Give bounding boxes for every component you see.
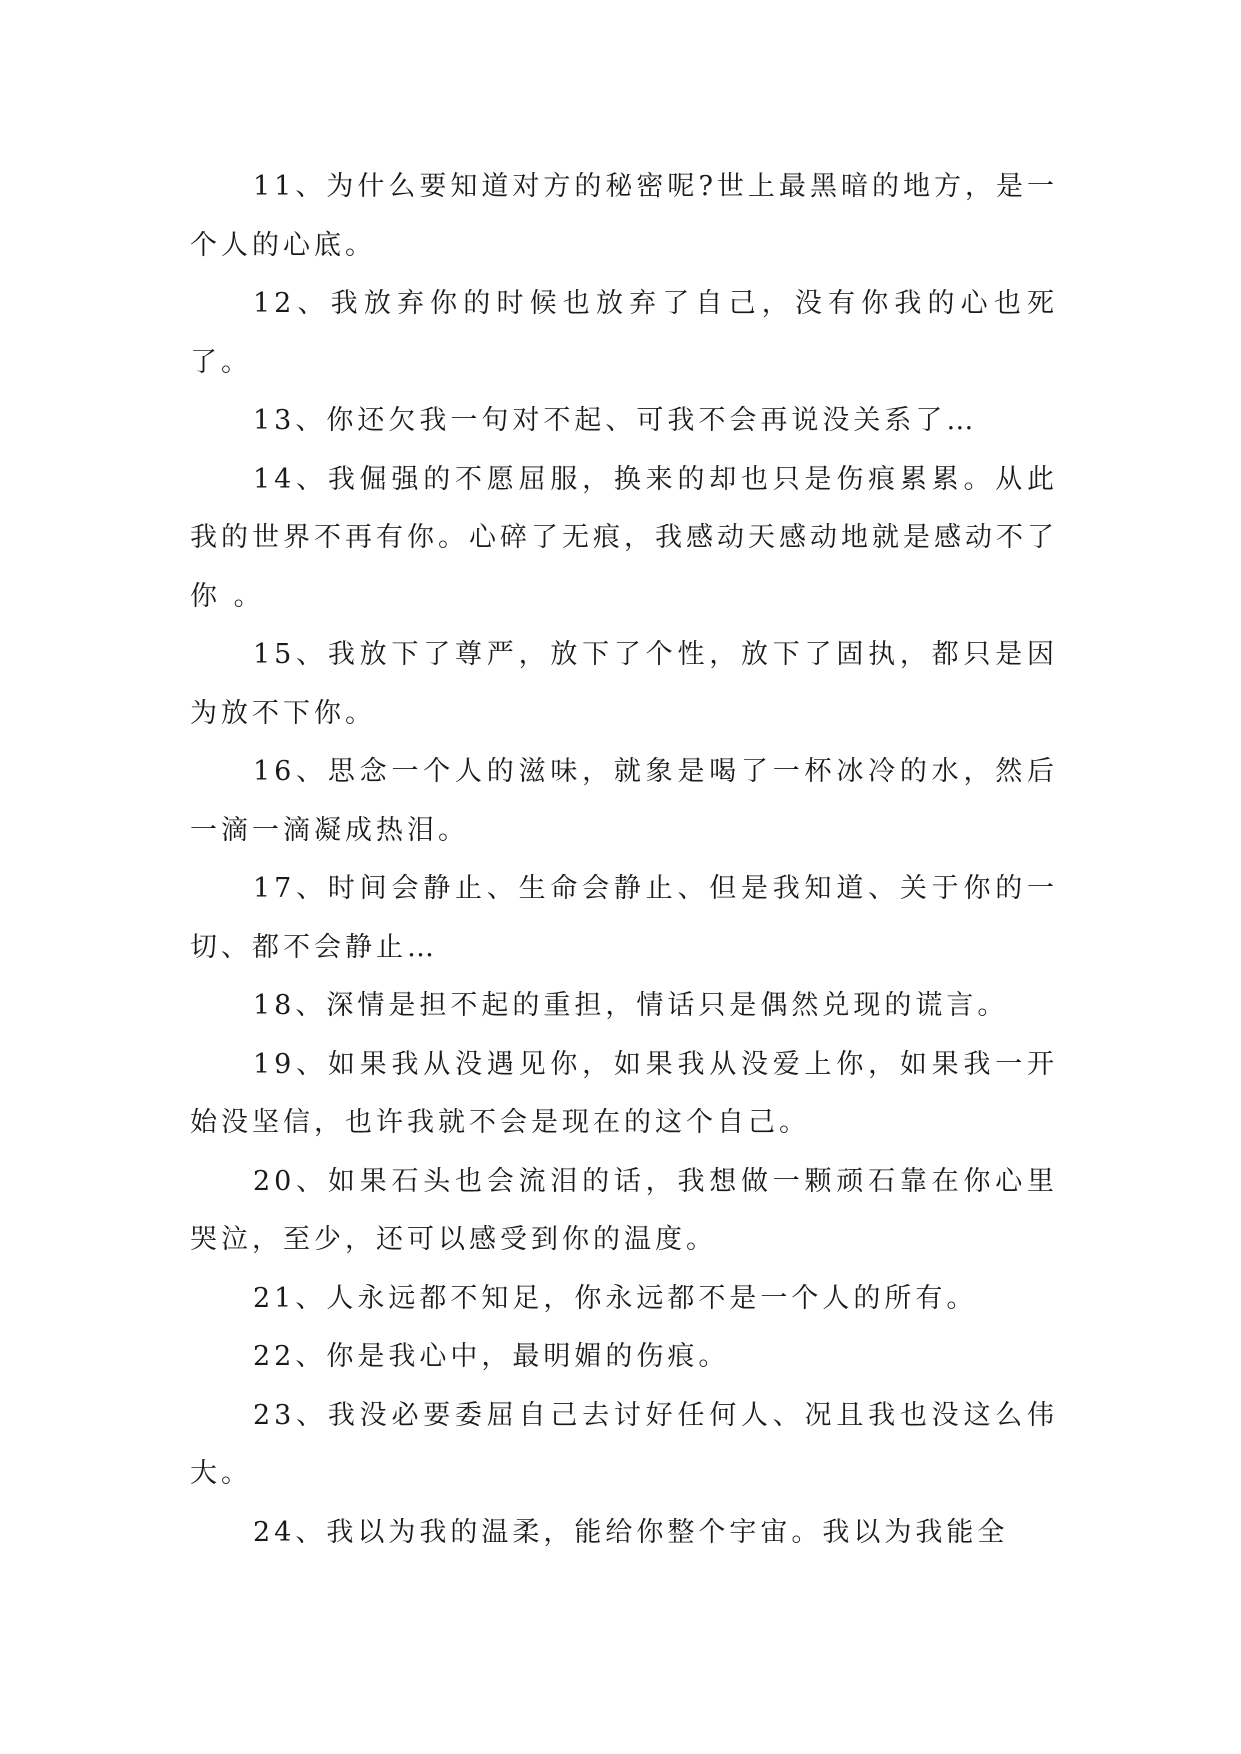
paragraph-11: 11、为什么要知道对方的秘密呢?世上最黑暗的地方，是一个人的心底。	[190, 171, 1058, 261]
document-body	[190, 158, 1058, 1562]
paragraph-20: 20、如果石头也会流泪的话，我想做一颗顽石靠在你心里哭泣，至少，还可以感受到你的温度。	[190, 1165, 1058, 1255]
paragraph-23: 23、我没必要委屈自己去讨好任何人、况且我也没这么伟大。	[190, 1399, 1058, 1489]
paragraph-14: 14、我倔强的不愿屈服，换来的却也只是伤痕累累。从此我的世界不再有你。心碎了无痕，我感动天感动地就是感动不了你 。	[190, 463, 1058, 612]
paragraph-13: 13、你还欠我一句对不起、可我不会再说没关系了…	[253, 405, 978, 436]
paragraph-21: 21、人永远都不知足，你永远都不是一个人的所有。	[253, 1282, 978, 1314]
paragraph-12: 12、我放弃你的时候也放弃了自己，没有你我的心也死了。	[190, 288, 1058, 378]
paragraph-15: 15、我放下了尊严，放下了个性，放下了固执，都只是因为放不下你。	[190, 639, 1058, 729]
paragraph-22: 22、你是我心中，最明媚的伤痕。	[253, 1341, 730, 1372]
paragraph-24: 24、我以为我的温柔，能给你整个宇宙。我以为我能全	[253, 1516, 1009, 1548]
paragraph-19: 19、如果我从没遇见你，如果我从没爱上你，如果我一开始没坚信，也许我就不会是现在的这个自己。	[190, 1048, 1058, 1138]
paragraph-18: 18、深情是担不起的重担，情话只是偶然兑现的谎言。	[253, 990, 1009, 1021]
paragraph-17: 17、时间会静止、生命会静止、但是我知道、关于你的一切、都不会静止…	[190, 873, 1058, 963]
paragraph-16: 16、思念一个人的滋味，就象是喝了一杯冰冷的水，然后一滴一滴凝成热泪。	[190, 756, 1058, 846]
